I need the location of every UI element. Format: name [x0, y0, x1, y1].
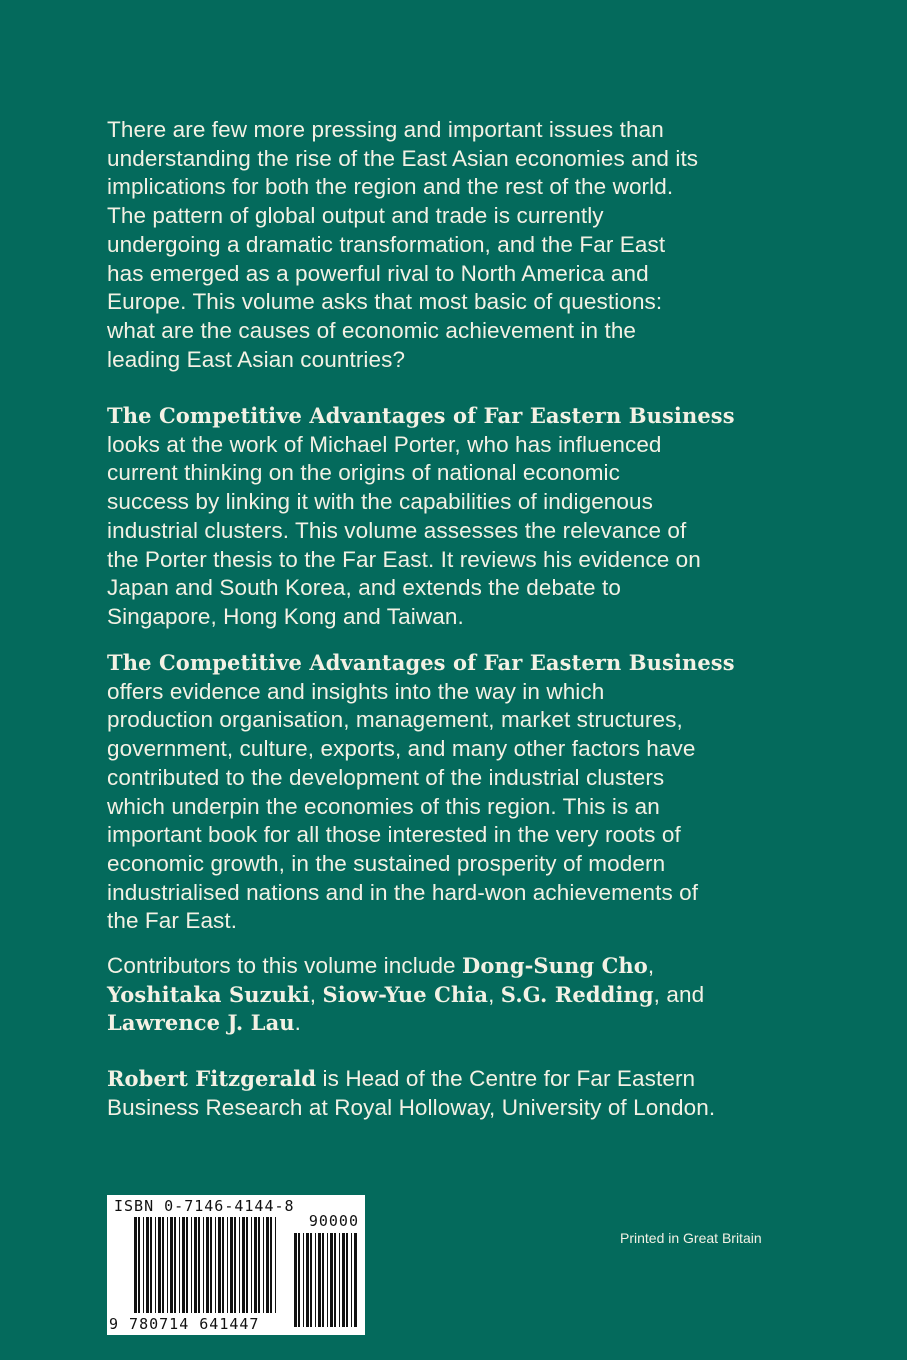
text-line: [107, 1009, 827, 1038]
barcode-bar: [266, 1217, 269, 1313]
barcode-bar: [155, 1217, 156, 1313]
text-line: [107, 879, 827, 908]
text-segment: the Porter thesis to the Far East. It reviews his evidence on: [107, 546, 701, 572]
barcode-bar: [294, 1233, 297, 1327]
text-line: [107, 1094, 827, 1123]
barcode-bar: [182, 1217, 185, 1313]
paragraph: [107, 116, 827, 374]
paragraph: [107, 1065, 827, 1122]
paragraph: [107, 402, 827, 632]
paragraph: [107, 952, 827, 1038]
barcode-bar: [354, 1233, 357, 1327]
barcode-bar: [167, 1217, 168, 1313]
barcode-bar: [306, 1233, 309, 1327]
barcode-bar: [150, 1217, 152, 1313]
text-line: [107, 288, 827, 317]
barcode-bar: [246, 1217, 248, 1313]
barcode-bar: [218, 1217, 221, 1313]
barcode-bar: [194, 1217, 197, 1313]
barcode-bar: [327, 1233, 328, 1327]
ean-number: 9 780714 641447: [109, 1315, 260, 1333]
barcode-bar: [210, 1217, 212, 1313]
text-line: [107, 981, 827, 1010]
text-segment: understanding the rise of the East Asian economies and its: [107, 145, 699, 171]
barcode-bar: [234, 1217, 236, 1313]
barcode-bar: [254, 1217, 257, 1313]
text-segment: current thinking on the origins of national economic: [107, 460, 620, 486]
barcode-bar: [330, 1233, 333, 1327]
barcode-bar: [342, 1233, 345, 1327]
isbn-label: ISBN 0-7146-4144-8: [114, 1197, 295, 1215]
text-line: [107, 231, 827, 260]
barcode-bar: [162, 1217, 164, 1313]
barcode-bar: [186, 1217, 188, 1313]
text-line: [107, 402, 827, 431]
text-segment: which underpin the economies of this region. This is an: [107, 793, 660, 819]
price-addon-label: 90000: [308, 1212, 359, 1230]
text-line: [107, 173, 827, 202]
text-segment: , and: [653, 981, 705, 1007]
text-segment: is Head of the Centre for Far Eastern: [316, 1066, 696, 1091]
text-line: [107, 431, 827, 460]
bold-text: Lawrence J. Lau: [107, 1010, 295, 1036]
barcode-bar: [227, 1217, 228, 1313]
text-segment: success by linking it with the capabilities of indigenous: [107, 489, 653, 515]
bold-text: The Competitive Advantages of Far Eastern Business: [107, 650, 735, 675]
text-line: [107, 260, 827, 289]
text-line: [107, 764, 827, 793]
barcode-bar: [138, 1217, 140, 1313]
barcode-bar: [242, 1217, 245, 1313]
text-line: [107, 488, 827, 517]
text-line: [107, 1065, 827, 1094]
bold-text: S.G. Redding: [500, 981, 654, 1007]
text-line: [107, 952, 827, 981]
text-segment: There are few more pressing and important issues than: [107, 117, 664, 142]
barcode-bar: [158, 1217, 161, 1313]
barcode-bar: [230, 1217, 233, 1313]
barcode-bar: [318, 1233, 321, 1327]
text-segment: looks at the work of Michael Porter, who has influenced: [107, 431, 662, 457]
text-line: [107, 793, 827, 822]
barcode-bar: [298, 1233, 300, 1327]
bold-text: The Competitive Advantages of Far Eastern Business: [107, 403, 735, 428]
barcode-bar: [134, 1217, 137, 1313]
text-segment: has emerged as a powerful rival to North America and: [107, 260, 649, 286]
text-segment: production organisation, management, market structures,: [107, 707, 683, 733]
text-segment: The pattern of global output and trade is currently: [107, 203, 604, 229]
text-segment: leading East Asian countries?: [107, 346, 406, 372]
barcode-bar: [310, 1233, 312, 1327]
text-line: [107, 145, 827, 174]
bold-text: Dong-Sung Cho: [462, 953, 648, 978]
text-segment: Japan and South Korea, and extends the debate to: [107, 575, 621, 601]
barcode-bar: [270, 1217, 272, 1313]
barcode-bar: [198, 1217, 200, 1313]
text-line: [107, 821, 827, 850]
text-line: [107, 735, 827, 764]
text-line: [107, 202, 827, 231]
text-segment: ,: [488, 981, 501, 1007]
barcode-bar: [275, 1217, 276, 1313]
barcode-bar: [146, 1217, 149, 1313]
text-segment: economic growth, in the sustained prosperity of modern: [107, 850, 666, 876]
bold-text: Siow-Yue Chia: [322, 981, 489, 1007]
text-line: [107, 706, 827, 735]
barcode-bar: [170, 1217, 173, 1313]
text-segment: industrial clusters. This volume assesses the relevance of: [107, 517, 687, 543]
text-segment: Business Research at Royal Holloway, University of London.: [107, 1094, 716, 1120]
printed-in-label: Printed in Great Britain: [620, 1230, 762, 1246]
bold-text: Robert Fitzgerald: [107, 1066, 317, 1091]
barcode-bar: [215, 1217, 216, 1313]
barcode-bar: [143, 1217, 144, 1313]
text-line: [107, 678, 827, 707]
bold-text: Yoshitaka Suzuki: [107, 981, 310, 1007]
text-line: [107, 459, 827, 488]
text-segment: ,: [647, 953, 655, 978]
text-line: [107, 603, 827, 632]
barcode-bar: [351, 1233, 352, 1327]
text-segment: the Far East.: [107, 908, 238, 934]
barcode-bar: [206, 1217, 209, 1313]
text-line: [107, 317, 827, 346]
text-line: [107, 649, 827, 678]
paragraph: [107, 649, 827, 936]
barcode-bar: [174, 1217, 176, 1313]
text-segment: .: [294, 1010, 302, 1036]
barcode-bar: [239, 1217, 240, 1313]
text-line: [107, 907, 827, 936]
barcode-bar: [179, 1217, 180, 1313]
text-line: [107, 116, 827, 145]
text-segment: undergoing a dramatic transformation, and the Far East: [107, 231, 666, 257]
barcode-bar: [258, 1217, 260, 1313]
text-line: [107, 517, 827, 546]
barcode-bar: [346, 1233, 348, 1327]
barcode-bar: [263, 1217, 264, 1313]
text-segment: Singapore, Hong Kong and Taiwan.: [107, 603, 464, 629]
text-segment: industrialised nations and in the hard-won achievements of: [107, 879, 699, 905]
text-segment: offers evidence and insights into the way in which: [107, 678, 605, 704]
text-line: [107, 346, 827, 375]
barcode-bar: [222, 1217, 224, 1313]
text-segment: Contributors to this volume include: [107, 953, 463, 978]
barcode-bar: [339, 1233, 340, 1327]
text-line: [107, 546, 827, 575]
barcode-bar: [322, 1233, 324, 1327]
barcode-bar: [334, 1233, 336, 1327]
text-segment: important book for all those interested in the very roots of: [107, 822, 681, 848]
text-segment: contributed to the development of the industrial clusters: [107, 764, 665, 790]
text-line: [107, 850, 827, 879]
text-segment: ,: [309, 981, 323, 1007]
text-segment: Europe. This volume asks that most basic of questions:: [107, 289, 663, 315]
text-line: [107, 574, 827, 603]
barcode-bar: [203, 1217, 204, 1313]
barcode-bar: [303, 1233, 304, 1327]
barcode-bar: [191, 1217, 192, 1313]
barcode-bar: [315, 1233, 316, 1327]
text-segment: government, culture, exports, and many other factors have: [107, 736, 696, 762]
text-segment: what are the causes of economic achievement in the: [107, 317, 637, 343]
text-segment: implications for both the region and the rest of the world.: [107, 174, 674, 200]
barcode-bar: [251, 1217, 252, 1313]
isbn-barcode: [107, 1195, 365, 1335]
